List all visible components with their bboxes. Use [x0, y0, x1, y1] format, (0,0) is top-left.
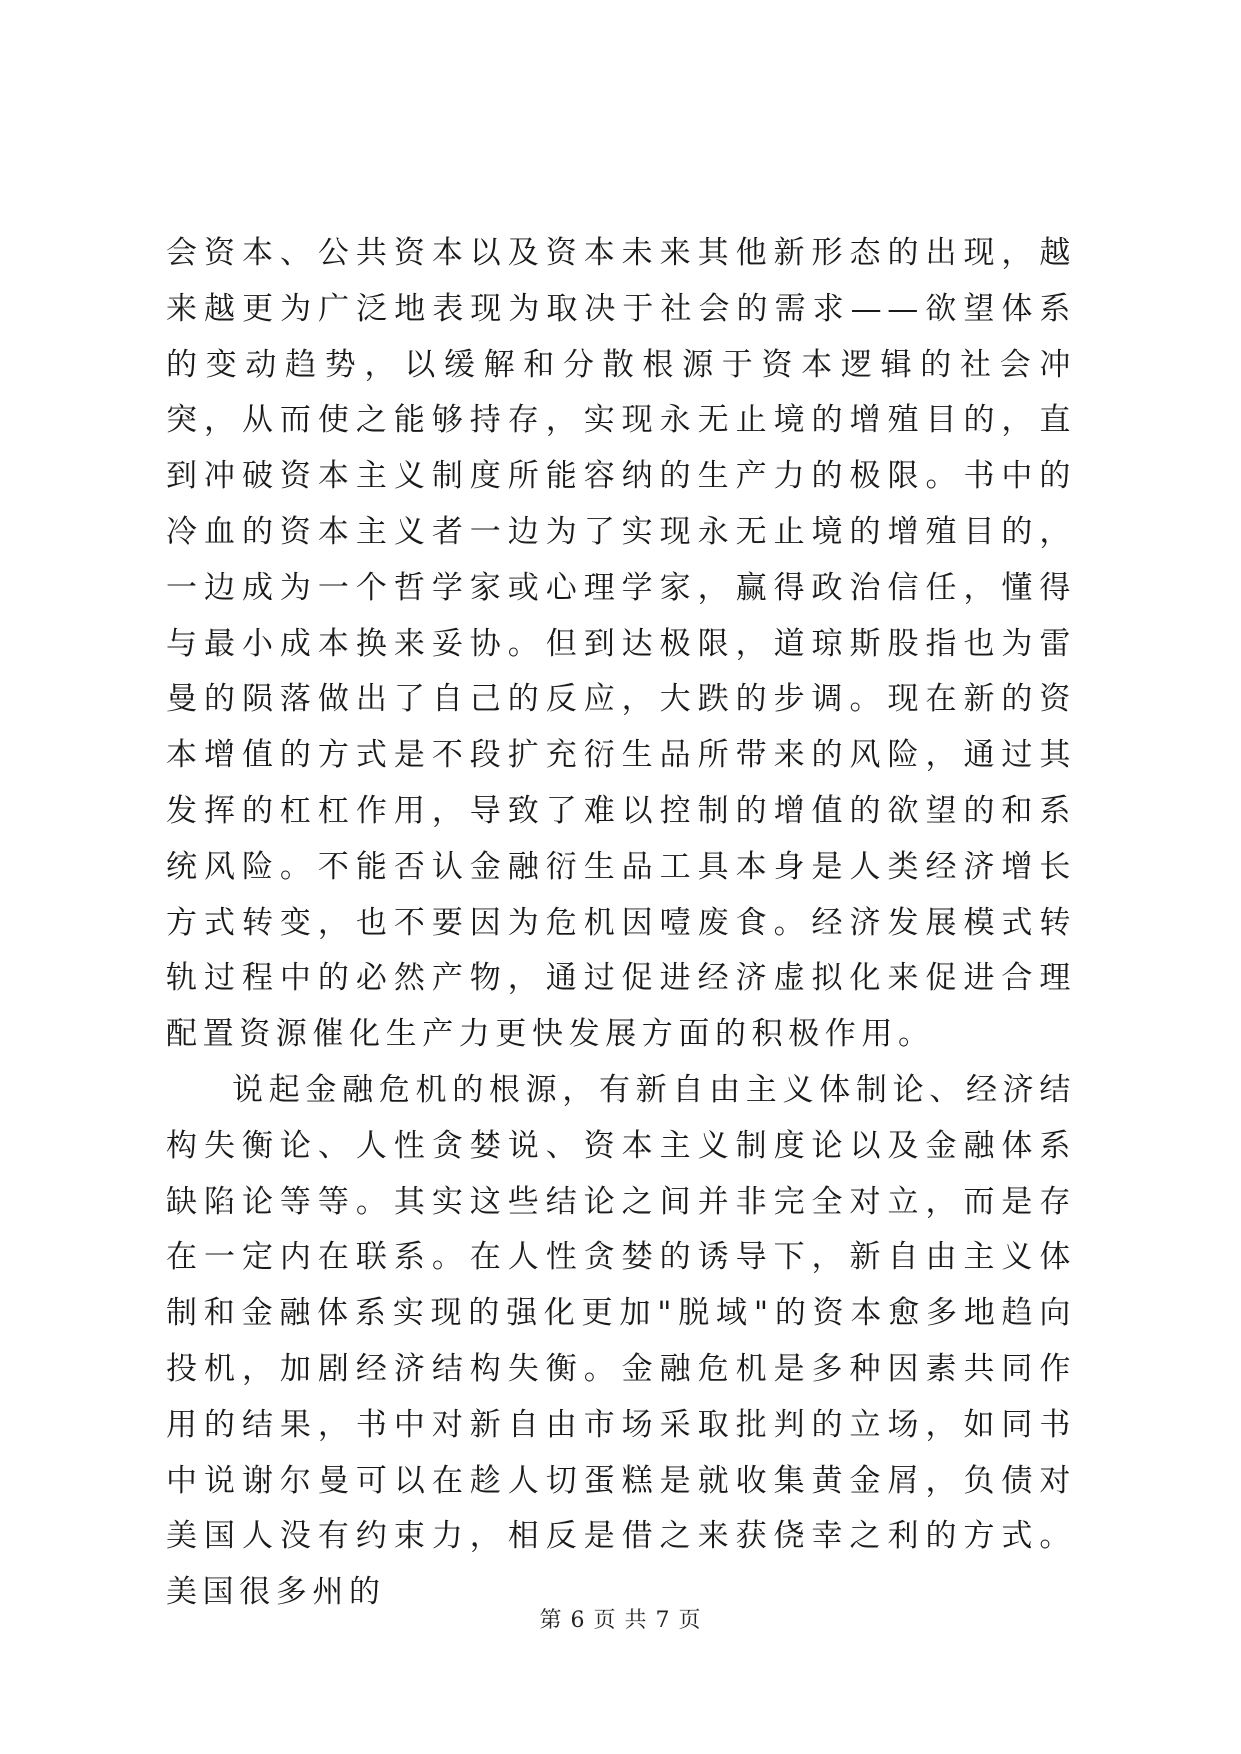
paragraph-continuation: 会资本、公共资本以及资本未来其他新形态的出现，越来越更为广泛地表现为取决于社会的需求——欲望体系的变动趋势，以缓解和分散根源于资本逻辑的社会冲突，从而使之能够持存，实现永无止境的增殖目的，直到冲破资本主义制度所能容纳的生产力的极限。书中的冷血的资本主义者一边为了实现永无止境的增殖目的，一边成为一个哲学家或心理学家，赢得政治信任，懂得与最小成本换来妥协。但到达极限，道琼斯股指也为雷曼的陨落做出了自己的反应，大跌的步调。现在新的资本增值的方式是不段扩充衍生品所带来的风险，通过其发挥的杠杠作用，导致了难以控制的增值的欲望的和系统风险。不能否认金融衍生品工具本身是人类经济增长方式转变，也不要因为危机因噎废食。经济发展模式转轨过程中的必然产物，通过促进经济虚拟化来促进合理配置资源催化生产力更快发展方面的积极作用。 [166, 235, 1076, 1053]
page-number: 第 6 页 共 7 页 [539, 1608, 702, 1633]
body-text [166, 226, 1076, 1621]
paragraph-financial-crisis-roots: 说起金融危机的根源，有新自由主义体制论、经济结构失衡论、人性贪婪说、资本主义制度论以及金融体系缺陷论等等。其实这些结论之间并非完全对立，而是存在一定内在联系。在人性贪婪的诱导下，新自由主义体制和金融体系实现的强化更加"脱域"的资本愈多地趋向投机，加剧经济结构失衡。金融危机是多种因素共同作用的结果，书中对新自由市场采取批判的立场，如同书中说谢尔曼可以在趁人切蛋糕是就收集黄金屑，负债对美国人没有约束力，相反是借之来获侥幸之利的方式。美国很多州的 [166, 1071, 1076, 1611]
page-footer [0, 1606, 1241, 1636]
